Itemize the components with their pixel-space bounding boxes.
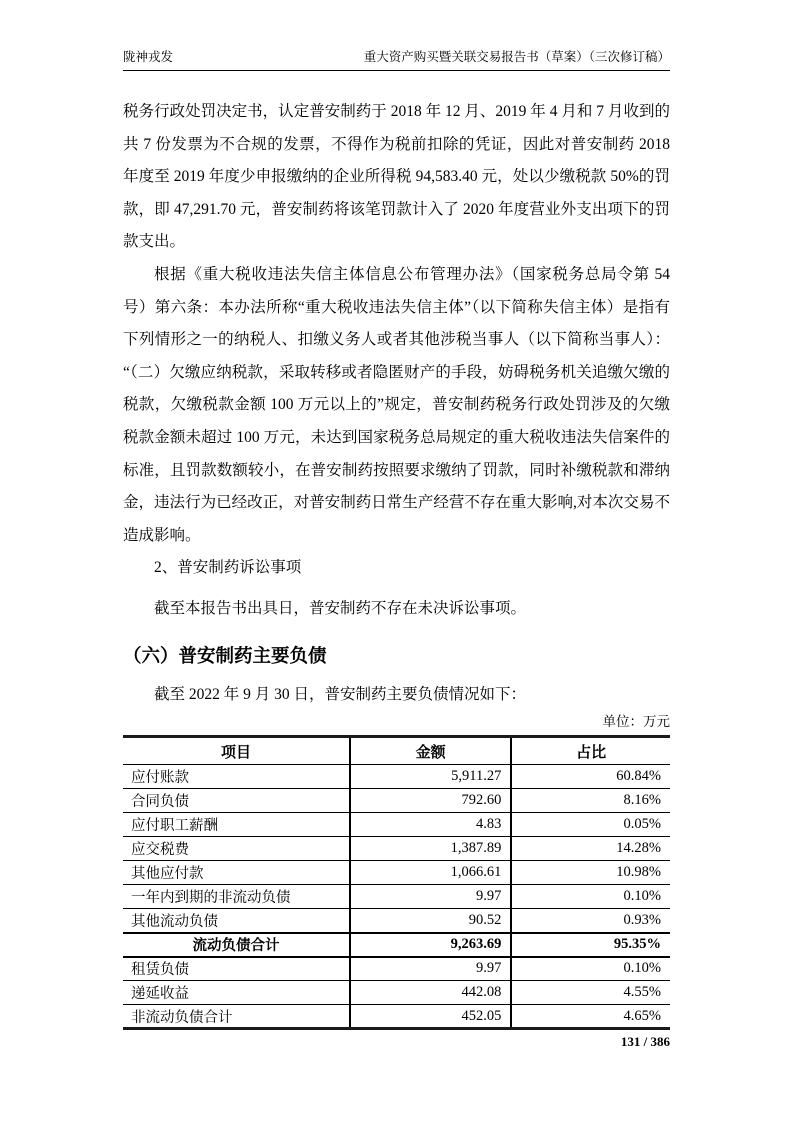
table-row [123,861,670,885]
table-row [123,885,670,909]
cell-amount: 90.52 [350,909,511,933]
liabilities-table [123,735,670,1030]
cell-item: 应付账款 [123,765,350,789]
table-row [123,789,670,813]
paragraph-tax-penalty: 税务行政处罚决定书，认定普安制药于 2018 年 12 月、2019 年 4 月和 7 月收到的共 7 份发票为不合规的发票，不得作为税前扣除的凭证，因此对普安制药 2018 年度至 2019 年度少申报缴纳的企业所得税 94,583.40 元，处以少缴税款 50%的罚款，即 47,291.70 元，普安制药将该笔罚款计入了 2020 年度营业外支出项下的罚款支出。 [123,103,670,251]
cell-ratio: 4.65% [511,1005,670,1029]
table-row [123,909,670,933]
table-row [123,981,670,1005]
cell-item: 非流动负债合计 [123,1005,350,1029]
cell-ratio: 0.05% [511,813,670,837]
column-header-item: 项目 [123,737,350,765]
page-header [123,47,670,71]
cell-amount: 5,911.27 [350,765,511,789]
cell-ratio: 14.28% [511,837,670,861]
cell-amount: 9.97 [350,885,511,909]
subsection-heading-litigation: 2、普安制药诉讼事项 [154,559,302,577]
cell-ratio: 10.98% [511,861,670,885]
column-header-ratio: 占比 [511,737,670,765]
page-body [123,96,670,1050]
table-row [123,933,670,957]
cell-ratio: 0.10% [511,885,670,909]
cell-amount: 9,263.69 [350,933,511,957]
cell-amount: 452.05 [350,1005,511,1029]
liabilities-table-body [123,765,670,1029]
cell-item: 一年内到期的非流动负债 [123,885,350,909]
table-row [123,813,670,837]
header-company-name: 陇神戎发 [123,50,174,64]
table-row [123,1005,670,1029]
table-unit-label: 单位：万元 [602,714,670,730]
cell-item: 应付职工薪酬 [123,813,350,837]
column-header-amount: 金额 [350,737,511,765]
cell-amount: 1,066.61 [350,861,511,885]
cell-item: 其他流动负债 [123,909,350,933]
cell-amount: 792.60 [350,789,511,813]
table-header-row [123,737,670,765]
cell-item: 应交税费 [123,837,350,861]
cell-ratio: 60.84% [511,765,670,789]
table-row [123,837,670,861]
cell-item: 其他应付款 [123,861,350,885]
cell-amount: 442.08 [350,981,511,1005]
cell-ratio: 4.55% [511,981,670,1005]
page-number: 131 / 386 [620,1034,670,1050]
cell-amount: 9.97 [350,957,511,981]
section-heading-main-liabilities: （六）普安制药主要负债 [123,644,327,666]
cell-item: 合同负债 [123,789,350,813]
cell-item: 递延收益 [123,981,350,1005]
table-row [123,957,670,981]
cell-item: 租赁负债 [123,957,350,981]
paragraph-litigation: 截至本报告书出具日，普安制药不存在未决诉讼事项。 [154,599,527,617]
cell-item: 流动负债合计 [123,933,350,957]
cell-ratio: 95.35% [511,933,670,957]
paragraph-regulation: 根据《重大税收违法失信主体信息公布管理办法》（国家税务总局令第 54 号）第六条：本办法所称“重大税收违法失信主体”（以下简称失信主体）是指有下列情形之一的纳税人、扣缴义务人或者其他涉税当事人（以下简称当事人）：“（二）欠缴应纳税款，采取转移或者隐匿财产的手段，妨碍税务机关追缴欠缴的税款，欠缴税款金额 100 万元以上的”规定，普安制药税务行政处罚涉及的欠缴税款金额未超过 100 万元，未达到国家税务总局规定的重大税收违法失信案件的标准，且罚款数额较小，在普安制药按照要求缴纳了罚款，同时补缴税款和滞纳金，违法行为已经改正，对普安制药日常生产经营不存在重大影响,对本次交易不造成影响。 [123,265,670,544]
cell-amount: 1,387.89 [350,837,511,861]
cell-amount: 4.83 [350,813,511,837]
header-report-title: 重大资产购买暨关联交易报告书（草案）（三次修订稿） [363,50,670,64]
cell-ratio: 8.16% [511,789,670,813]
paragraph-liabilities-intro: 截至 2022 年 9 月 30 日，普安制药主要负债情况如下： [154,685,527,703]
table-row [123,765,670,789]
cell-ratio: 0.10% [511,957,670,981]
cell-ratio: 0.93% [511,909,670,933]
